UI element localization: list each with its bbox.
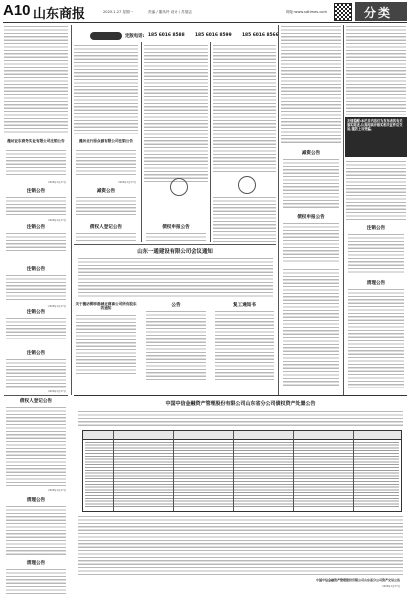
- notice-body-4: [6, 232, 66, 252]
- notice-title-23: 中国中信金融资产管理股份有限公司山东省分公司资产交易公告: [315, 578, 400, 582]
- notice-title-10: 债权申报公告: [162, 225, 190, 230]
- notice-title-11: 山东一通建设有限公司会议通知: [137, 249, 213, 255]
- notice-body-15: [215, 310, 274, 380]
- notice-title-2: 潍坊北行原众源有限公司注销公告: [79, 139, 133, 143]
- hotline-label: 定版电话:: [125, 34, 145, 39]
- qr-code-icon: [334, 3, 352, 21]
- bottom-notice-date: 2025年1月27日: [382, 585, 400, 588]
- hotline-logo-icon: [90, 32, 122, 40]
- col4-text-mid: [213, 196, 276, 242]
- hotline-number-3: 185 6016 8566: [242, 33, 279, 38]
- notice-title-15: 复工通知书: [233, 303, 256, 308]
- col-divider-1: [71, 25, 72, 395]
- bottom-rule: [74, 395, 407, 396]
- notice-body-2: [76, 149, 136, 177]
- notice-body-20: [283, 158, 339, 208]
- notice-title-5: 注销公告: [26, 267, 46, 272]
- official-seal-2: [238, 176, 256, 194]
- notice-body-11: [78, 257, 273, 297]
- col-divider-2: [141, 42, 142, 242]
- table-col-2: [173, 431, 174, 511]
- col4-text-top: [213, 44, 276, 174]
- notice-body-21: [283, 222, 339, 262]
- notice-title-14: 公告: [171, 303, 181, 308]
- section-banner: [355, 2, 407, 21]
- notice-body-7: [6, 358, 66, 388]
- bottom-notice-text: [78, 515, 403, 575]
- notice-title-1: 潍坊亚东商务实业有限公司注销公告: [7, 139, 65, 143]
- notice-body-9: [76, 232, 136, 242]
- reminder-box: [345, 117, 407, 157]
- date-info: 2025.1.27 星期一: [103, 10, 134, 14]
- notice-date-17: 2025年1月27日: [48, 489, 66, 492]
- section-title: 分类: [364, 6, 393, 20]
- table-col-5: [353, 431, 354, 511]
- col3-text-top: [144, 44, 208, 184]
- mid-rule-top: [74, 244, 276, 245]
- notice-title-16: 清理公告: [366, 281, 386, 286]
- notice-body-18: [6, 505, 66, 555]
- table-col-3: [233, 431, 234, 511]
- notice-date-7: 2025年1月27日: [48, 390, 66, 393]
- notice-title-21: 债权申报公告: [297, 215, 325, 220]
- paper-name: 山东商报: [33, 7, 86, 22]
- notice-title-17: 债权人登记公告: [19, 399, 53, 404]
- notice-title-13: 注销公告: [366, 226, 386, 231]
- notice-body-3: [6, 196, 66, 216]
- notice-title-3: 注销公告: [26, 189, 46, 194]
- notice-title-22: 中国中信金融资产管理股份有限公司山东省分公司债权资产处置公告: [165, 401, 316, 407]
- table-col-4: [293, 431, 294, 511]
- notice-title-18: 清理公告: [26, 498, 46, 503]
- table-body-rows: [85, 441, 399, 509]
- left-rule-lower: [4, 395, 68, 396]
- notice-body-12: [76, 314, 136, 374]
- notice-body-1: [6, 149, 66, 177]
- col5-text-lower: [283, 268, 339, 388]
- col5-text-top: [281, 25, 341, 145]
- table-col-1: [113, 431, 114, 511]
- notice-title-7: 注销公告: [26, 351, 46, 356]
- notice-body-5: [6, 274, 66, 302]
- notice-date-5: 2025年1月27日: [48, 305, 66, 308]
- left-column-text-top: [4, 25, 68, 135]
- notice-title-4: 注销公告: [26, 225, 46, 230]
- col6-text-top: [346, 25, 406, 115]
- official-seal-1: [170, 178, 188, 196]
- col2-text-top: [74, 44, 138, 134]
- website: 网址:www.sdtimes.com: [286, 10, 327, 14]
- notice-date-2: 2025年1月27日: [118, 181, 136, 184]
- col-divider-4: [278, 25, 279, 395]
- notice-title-8: 减资公告: [96, 189, 116, 194]
- notice-body-14: [146, 310, 206, 380]
- col6-text-mid: [346, 160, 406, 220]
- notice-body-19: [6, 568, 66, 594]
- masthead-rule: [3, 22, 407, 23]
- masthead: [3, 2, 407, 21]
- editor-info: 责编 / 董凤玲 设计 / 苏德志: [148, 10, 193, 14]
- reminder-text: 友情提醒:本栏目内容仅为发布者的有关事实陈述,认真阅读并核实相关证件后交易,谨防上当受骗。: [347, 119, 403, 131]
- notice-title-19: 清理公告: [26, 561, 46, 566]
- notice-title-20: 减资公告: [301, 151, 321, 156]
- notice-body-10: [146, 232, 206, 242]
- asset-table: [82, 430, 402, 512]
- notice-body-16: [348, 288, 404, 388]
- hotline-number-2: 185 6016 8599: [195, 33, 232, 38]
- hotline-number-1: 185 6016 8588: [148, 33, 185, 38]
- col-divider-5: [343, 25, 344, 395]
- notice-body-6: [6, 317, 66, 339]
- notice-body-22: [78, 410, 403, 426]
- notice-title-12: 关于潍坊柳亭港城北商事公司所有股东的通知: [75, 302, 137, 311]
- notice-body-13: [348, 233, 404, 273]
- notice-body-17: [6, 406, 66, 486]
- notice-title-9: 债权人登记公告: [89, 225, 123, 230]
- notice-body-8: [76, 196, 136, 216]
- notice-date-1: 2025年1月27日: [48, 181, 66, 184]
- notice-date-3: 2025年1月27日: [48, 219, 66, 222]
- col-divider-3: [210, 42, 211, 242]
- page-id: A10: [3, 2, 31, 19]
- notice-title-6: 注销公告: [26, 310, 46, 315]
